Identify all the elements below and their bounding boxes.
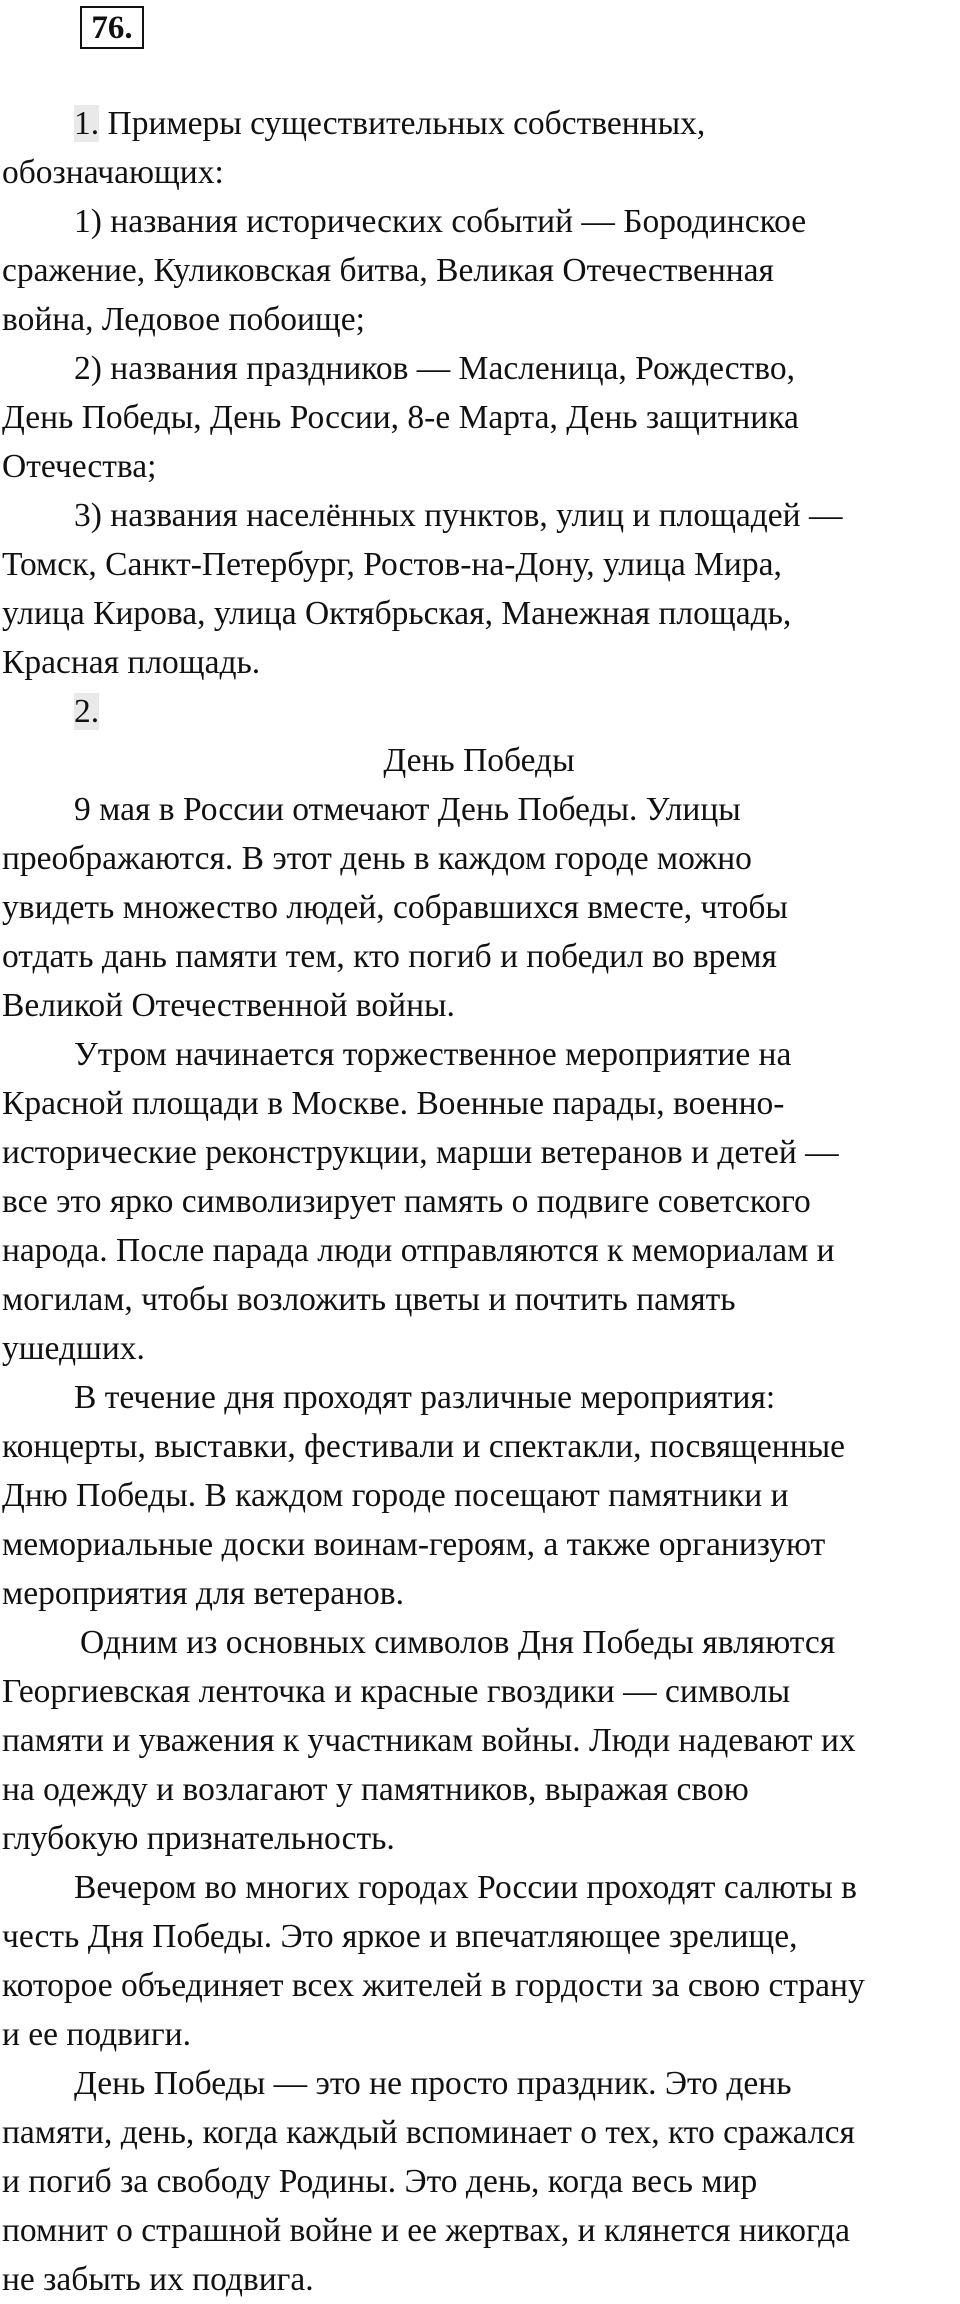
essay-para6-line: День Победы — это не просто праздник. Это день — [74, 2065, 792, 2102]
part1-item3-line: Красная площадь. — [2, 644, 261, 681]
part1-item2-line: 2) названия праздников — Масленица, Рождество, — [74, 350, 796, 387]
essay-para1-line: Великой Отечественной войны. — [2, 987, 455, 1024]
part1-item1-line: 1) названия исторических событий — Бородинское — [74, 203, 807, 240]
essay-para1-line: отдать дань памяти тем, кто погиб и победил во время — [2, 938, 777, 975]
essay-para2-line: Утром начинается торжественное мероприятие на — [74, 1036, 792, 1073]
part1-intro-line1 — [0, 99, 960, 148]
essay-para6-line: памяти, день, когда каждый вспоминает о тех, кто сражался — [2, 2114, 855, 2151]
essay-para6-line: не забыть их подвига. — [2, 2261, 314, 2298]
essay-para4-line: на одежду и возлагают у памятников, выражая свою — [2, 1771, 749, 1808]
part1-item3-line: Томск, Санкт-Петербург, Ростов-на-Дону, улица Мира, — [2, 546, 782, 583]
essay-para5-line: честь Дня Победы. Это яркое и впечатляющее зрелище, — [2, 1918, 798, 1955]
answer-content — [0, 99, 960, 2304]
essay-para2-line: народа. После парада люди отправляются к мемориалам и — [2, 1232, 835, 1269]
essay-para3-line: Дню Победы. В каждом городе посещают памятники и — [2, 1477, 789, 1514]
task-number-box: 76. — [80, 6, 144, 49]
essay-para3-line: В течение дня проходят различные мероприятия: — [74, 1379, 776, 1416]
part1-item2-line: День Победы, День России, 8-е Марта, День защитника — [2, 399, 799, 436]
part1-item1-line: война, Ледовое побоище; — [2, 301, 365, 338]
essay-para5-line: Вечером во многих городах России проходят салюты в — [74, 1869, 857, 1906]
essay-para2-line: исторические реконструкции, марши ветеранов и детей — — [2, 1134, 839, 1171]
essay-para2-line: могилам, чтобы возложить цветы и почтить память — [2, 1281, 736, 1318]
essay-para4-line: Одним из основных символов Дня Победы являются — [80, 1624, 836, 1661]
part1-marker: 1. — [74, 105, 100, 142]
essay-para6-line: и погиб за свободу Родины. Это день, когда весь мир — [2, 2163, 758, 2200]
essay-para2-line: ушедших. — [2, 1330, 145, 1367]
essay-para3-line: мемориальные доски воинам-героям, а также организуют — [2, 1526, 826, 1563]
essay-para1-line: преображаются. В этот день в каждом городе можно — [2, 840, 752, 877]
essay-para1-line: увидеть множество людей, собравшихся вместе, чтобы — [2, 889, 788, 926]
part1-item1-line: сражение, Куликовская битва, Великая Отечественная — [2, 252, 774, 289]
part1-item3-line: улица Кирова, улица Октябрьская, Манежная площадь, — [2, 595, 792, 632]
essay-para4-line: глубокую признательность. — [2, 1820, 395, 1857]
part2-marker-line — [0, 687, 960, 736]
essay-para1-line: 9 мая в России отмечают День Победы. Улицы — [74, 791, 741, 828]
essay-para2-line: все это ярко символизирует память о подвиге советского — [2, 1183, 811, 1220]
essay-title: День Победы — [383, 742, 575, 779]
part1-item3-line: 3) названия населённых пунктов, улиц и площадей — — [74, 497, 843, 534]
essay-para2-line: Красной площади в Москве. Военные парады, военно- — [2, 1085, 785, 1122]
essay-para5-line: и ее подвиги. — [2, 2016, 191, 2053]
essay-para3-line: концерты, выставки, фестивали и спектакли, посвященные — [2, 1428, 845, 1465]
essay-para4-line: памяти и уважения к участникам войны. Люди надевают их — [2, 1722, 856, 1759]
part1-item2-line: Отечества; — [2, 448, 157, 485]
essay-para4-line: Георгиевская ленточка и красные гвоздики — символы — [2, 1673, 791, 1710]
part1-intro-line2: обозначающих: — [2, 154, 224, 191]
part1-intro-text: Примеры существительных собственных, — [99, 105, 706, 142]
essay-para5-line: которое объединяет всех жителей в гордости за свою страну — [2, 1967, 865, 2004]
essay-para3-line: мероприятия для ветеранов. — [2, 1575, 404, 1612]
essay-para6-line: помнит о страшной войне и ее жертвах, и клянется никогда — [2, 2212, 851, 2249]
part2-marker: 2. — [74, 693, 100, 730]
